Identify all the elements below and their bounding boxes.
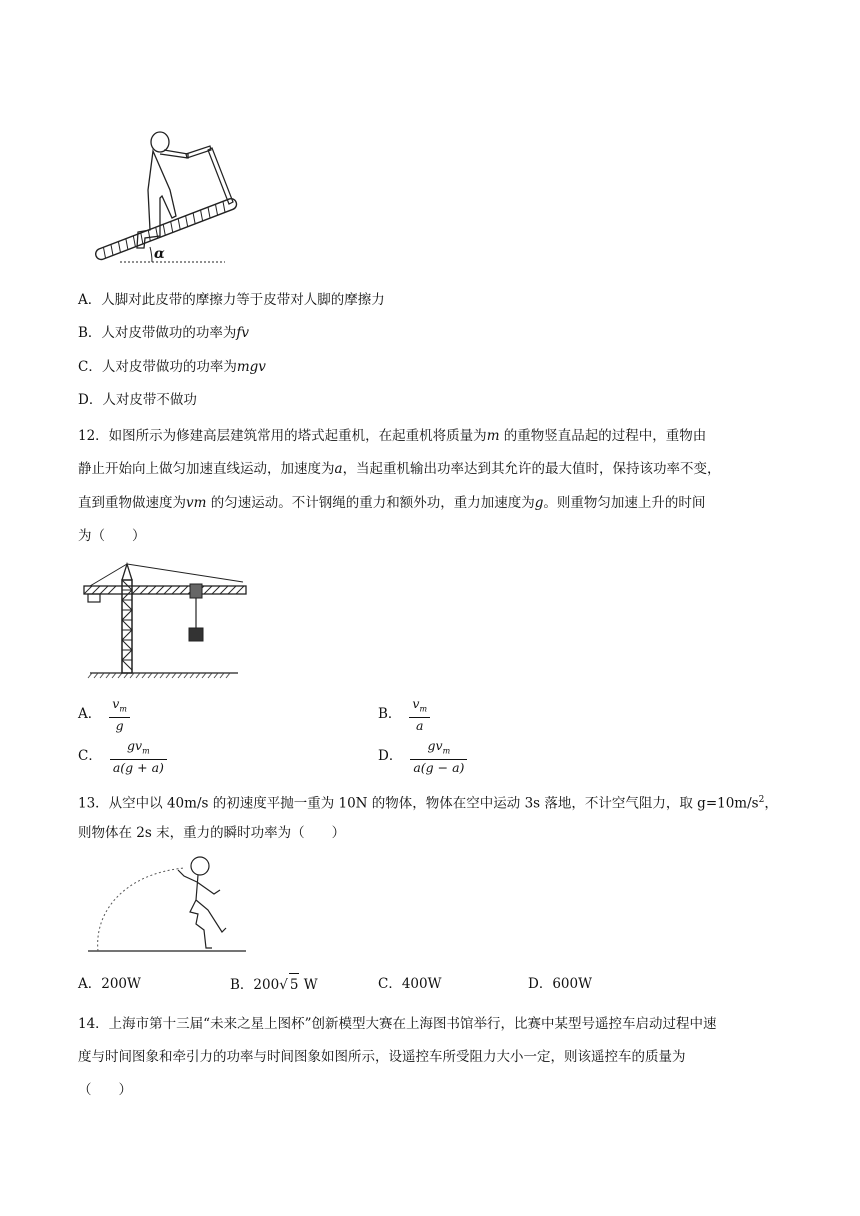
q12-line-1: 12．如图所示为修建高层建筑常用的塔式起重机，在起重机将质量为m 的重物竖直品起的过程中，重物由 [78, 428, 707, 444]
q13-option-a: A．200W [78, 976, 141, 992]
fraction: $\frac{gv_m}{a(g + a)}$ [110, 738, 167, 775]
q12-line-4: 为（ ） [78, 528, 146, 544]
treadmill-figure [90, 120, 240, 270]
fraction: $\frac{v_m}{g}$ [109, 696, 130, 733]
q12-option-d: D． $\frac{gv_m}{a(g - a)}$ [378, 738, 467, 775]
option-d: D．人对皮带不做功 [78, 392, 197, 408]
q14-line-2: 度与时间图象和牵引力的功率与时间图象如图所示，设遥控车所受阻力大小一定，则该遥控车的质量为 [78, 1049, 686, 1065]
option-b: B．人对皮带做功的功率为fv [78, 325, 250, 341]
q12-option-a: A． $\frac{v_m}{g}$ [78, 696, 130, 733]
tower-crane-figure [78, 560, 258, 685]
fraction: $\frac{v_m}{a}$ [409, 696, 430, 733]
q13-line-1: 13．从空中以 40m/s 的初速度平抛一重为 10N 的物体，物体在空中运动 3s 落地，不计空气阻力，取 $g=10m/s^2$， [78, 795, 778, 812]
q14-line-3: （ ） [78, 1082, 132, 1098]
q13-line-2: 则物体在 2s 末，重力的瞬时功率为（ ） [78, 825, 346, 841]
fraction: $\frac{gv_m}{a(g - a)}$ [410, 738, 467, 775]
option-c: C．人对皮带做功的功率为mgv [78, 359, 266, 375]
q13-option-b: B．200√ 5 W [230, 973, 318, 996]
q12-line-2: 静止开始向上做匀加速直线运动，加速度为a，当起重机输出功率达到其允许的最大值时，保持该功率不变， [78, 461, 721, 477]
thrower-figure [84, 852, 249, 957]
q12-option-b: B． $\frac{v_m}{a}$ [378, 696, 430, 733]
q13-option-d: D．600W [528, 976, 592, 992]
q12-option-c: C． $\frac{gv_m}{a(g + a)}$ [78, 738, 167, 775]
option-a: A．人脚对此皮带的摩擦力等于皮带对人脚的摩擦力 [78, 292, 385, 308]
angle-label: α [154, 246, 165, 262]
q12-line-3: 直到重物做速度为vm 的匀速运动。不计钢绳的重力和额外功，重力加速度为g。则重物匀加速上升的时间 [78, 495, 706, 511]
q14-line-1: 14．上海市第十三届“未来之星上图杯”创新模型大赛在上海图书馆举行，比赛中某型号遥控车启动过程中速 [78, 1016, 717, 1032]
q13-option-c: C．400W [378, 976, 442, 992]
